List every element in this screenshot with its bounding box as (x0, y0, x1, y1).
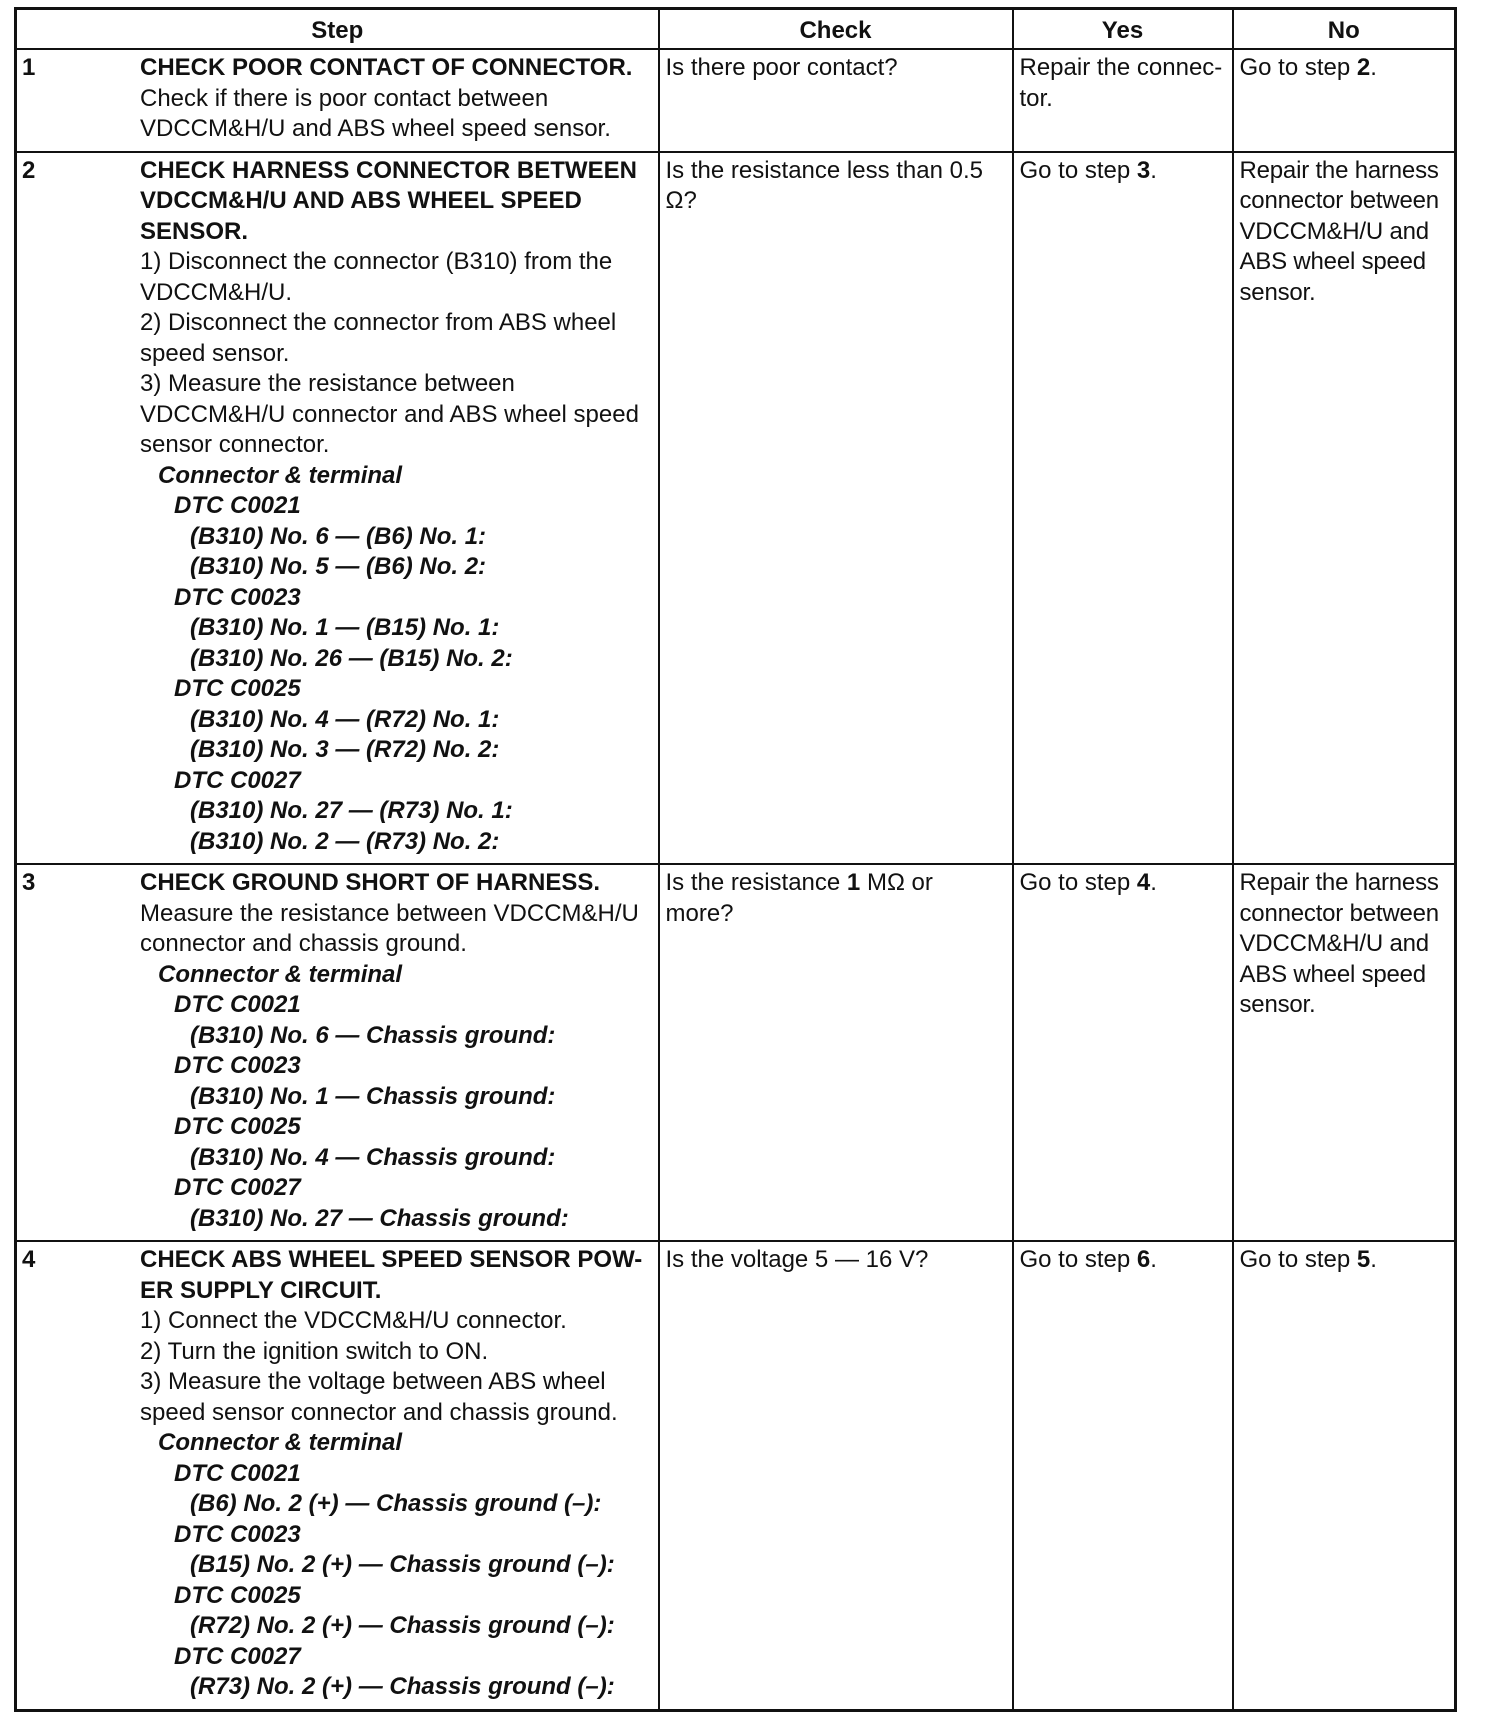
step-cell (16, 49, 659, 152)
terminal-pair: (B310) No. 2 — (R73) No. 2: (190, 827, 500, 855)
yes-cell (1013, 864, 1233, 1241)
yes-cell: Repair the connec-tor. (1013, 49, 1233, 152)
yes-cell (1013, 1241, 1233, 1710)
table-row (16, 49, 1456, 152)
terminal-pair: (B310) No. 27 — (R73) No. 1: (190, 797, 513, 824)
dtc-code: DTC C0025 (174, 1113, 301, 1140)
step-title: CHECK POOR CONTACT OF CONNECTOR. (140, 54, 633, 81)
terminal-pair: (B310) No. 1 — Chassis ground: (190, 1082, 556, 1110)
instruction: 2) Turn the ignition switch to ON. (140, 1337, 489, 1365)
step-description: Check if there is poor contact between VDCCM&H/U and ABS wheel speed sensor. (140, 84, 611, 142)
check-cell: Is the resistance less than 0.5 Ω? (659, 152, 1013, 865)
yes-suffix: . (1150, 869, 1157, 896)
terminal-pair: (B310) No. 27 — Chassis ground: (190, 1204, 569, 1232)
step-cell (16, 864, 659, 1241)
step-cell (16, 1241, 659, 1710)
instruction: 3) Measure the resistance between VDCCM&H/U connector and ABS wheel speed sensor connector. (140, 370, 639, 458)
dtc-code: DTC C0021 (174, 492, 301, 519)
dtc-code: DTC C0025 (174, 675, 301, 702)
no-cell: Repair the harness connector between VDCCM&H/U and ABS wheel speed sensor. (1233, 864, 1456, 1241)
no-text: Go to step (1239, 54, 1357, 81)
yes-suffix: . (1150, 1246, 1157, 1273)
no-text: Go to step (1239, 1246, 1357, 1273)
dtc-code: DTC C0025 (174, 1581, 301, 1609)
terminal-pair: (R73) No. 2 (+) — Chassis ground (–): (190, 1673, 615, 1700)
no-cell (1233, 49, 1456, 152)
table-header-row (16, 9, 1456, 50)
yes-text: Go to step (1019, 1246, 1137, 1273)
terminal-pair: (B310) No. 6 — Chassis ground: (190, 1021, 556, 1049)
check-cell: Is there poor contact? (659, 49, 1013, 152)
dtc-code: DTC C0021 (174, 991, 301, 1018)
check-value: 1 (846, 869, 861, 896)
table-row (16, 864, 1456, 1241)
terminal-pair: (B310) No. 3 — (R72) No. 2: (190, 736, 500, 763)
yes-step-number: 6 (1136, 1246, 1151, 1273)
step-number: 3 (22, 869, 36, 896)
yes-step-number: 3 (1136, 156, 1151, 184)
header-yes: Yes (1013, 9, 1233, 50)
dtc-code: DTC C0023 (174, 1052, 301, 1079)
header-step: Step (16, 9, 659, 50)
terminal-pair: (B310) No. 5 — (B6) No. 2: (190, 553, 487, 580)
diagnostic-procedure-table (14, 7, 1457, 1712)
terminal-pair: (B15) No. 2 (+) — Chassis ground (–): (190, 1551, 615, 1578)
table-row (16, 152, 1456, 865)
dtc-code: DTC C0021 (174, 1459, 301, 1487)
connector-terminal-heading: Connector & terminal (158, 1429, 403, 1456)
no-cell (1233, 1241, 1456, 1710)
yes-cell (1013, 152, 1233, 865)
step-title: CHECK HARNESS CONNECTOR BETWEEN VDCCM&H/U AND ABS WHEEL SPEED SENSOR. (140, 156, 637, 245)
check-text: Is the resistance (665, 869, 847, 896)
instruction: 2) Disconnect the connector from ABS wheel speed sensor. (140, 309, 617, 367)
dtc-code: DTC C0027 (174, 1174, 301, 1201)
instruction: 1) Connect the VDCCM&H/U connector. (140, 1307, 567, 1334)
instruction: 3) Measure the voltage between ABS wheel speed sensor connector and chassis ground. (140, 1368, 618, 1426)
yes-suffix: . (1150, 156, 1157, 184)
header-no: No (1233, 9, 1456, 50)
step-description: Measure the resistance between VDCCM&H/U connector and chassis ground. (140, 899, 639, 957)
dtc-code: DTC C0027 (174, 1642, 301, 1670)
dtc-code: DTC C0023 (174, 1520, 301, 1548)
step-number: 2 (22, 156, 36, 184)
header-check: Check (659, 9, 1013, 50)
terminal-pair: (B6) No. 2 (+) — Chassis ground (–): (190, 1490, 602, 1517)
terminal-pair: (B310) No. 6 — (B6) No. 1: (190, 522, 487, 550)
connector-terminal-heading: Connector & terminal (158, 960, 403, 988)
step-cell (16, 152, 659, 865)
no-step-number: 5 (1356, 1246, 1371, 1273)
terminal-pair: (B310) No. 26 — (B15) No. 2: (190, 644, 513, 672)
connector-terminal-heading: Connector & terminal (158, 461, 403, 489)
step-title: CHECK GROUND SHORT OF HARNESS. (140, 869, 601, 896)
dtc-code: DTC C0023 (174, 583, 301, 611)
instruction: 1) Disconnect the connector (B310) from the VDCCM&H/U. (140, 248, 613, 306)
yes-text: Go to step (1019, 156, 1137, 184)
table-row (16, 1241, 1456, 1710)
check-cell (659, 864, 1013, 1241)
no-suffix: . (1370, 1246, 1377, 1273)
dtc-code: DTC C0027 (174, 766, 301, 794)
no-step-number: 2 (1356, 54, 1371, 81)
no-cell: Repair the harness connector between VDCCM&H/U and ABS wheel speed sensor. (1233, 152, 1456, 865)
step-number: 4 (22, 1246, 36, 1273)
check-suffix: MΩ or more? (665, 869, 933, 927)
yes-step-number: 4 (1136, 869, 1151, 896)
terminal-pair: (B310) No. 1 — (B15) No. 1: (190, 614, 500, 641)
terminal-pair: (B310) No. 4 — (R72) No. 1: (190, 705, 500, 733)
step-title: CHECK ABS WHEEL SPEED SENSOR POW-ER SUPPLY CIRCUIT. (140, 1246, 643, 1304)
terminal-pair: (R72) No. 2 (+) — Chassis ground (–): (190, 1612, 615, 1639)
step-number: 1 (22, 54, 36, 81)
terminal-pair: (B310) No. 4 — Chassis ground: (190, 1143, 556, 1171)
no-suffix: . (1370, 54, 1377, 81)
yes-text: Go to step (1019, 869, 1137, 896)
check-cell: Is the voltage 5 — 16 V? (659, 1241, 1013, 1710)
